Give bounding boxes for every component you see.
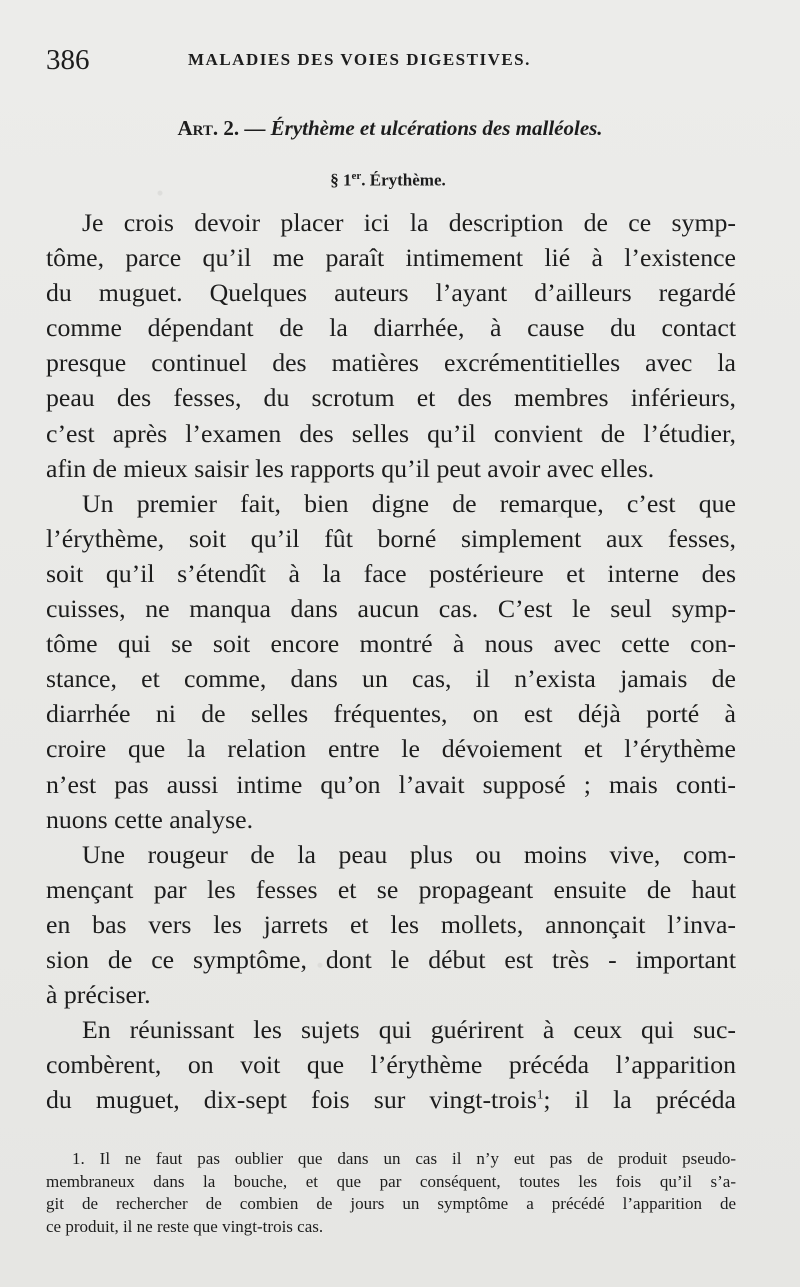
section-title — [0, 170, 776, 191]
text-line: nuons cette analyse. — [46, 804, 254, 834]
footnote-line: ce produit, il ne reste que vingt-trois cas. — [46, 1216, 324, 1236]
text-line: diarrhée ni de selles fréquentes, on est déjà porté à — [46, 699, 736, 729]
text-line: cuisses, ne manqua dans aucun cas. C’est le seul symp- — [46, 594, 736, 624]
text-line: croire que la relation entre le dévoiement et l’érythème — [46, 734, 736, 764]
text-line: à préciser. — [46, 980, 151, 1010]
text-line: mençant par les fesses et se propageant ensuite de haut — [46, 874, 736, 904]
text-line: presque continuel des matières excrémentitielles avec la — [46, 348, 736, 378]
text-line: stance, et comme, dans un cas, il n’exista jamais de — [46, 664, 736, 694]
footnote-line: git de rechercher de combien de jours un symptôme a précédé l’apparition de — [46, 1194, 736, 1213]
section-marker: § 1 — [330, 170, 352, 190]
footnote-line: 1. Il ne faut pas oublier que dans un cas il n’y eut pas de produit pseudo- — [72, 1149, 736, 1168]
text-line: du muguet. Quelques auteurs l’ayant d’ailleurs regardé — [46, 278, 736, 308]
text-line-part: du muguet, dix-sept fois sur vingt-trois — [46, 1085, 537, 1115]
footnote-line: membraneux dans la bouche, et que par conséquent, toutes les fois qu’il s’a- — [46, 1171, 736, 1191]
footnote-reference[interactable]: 1 — [536, 1086, 544, 1102]
text-line: c’est après l’examen des selles qu’il convient de l’étudier, — [46, 418, 736, 448]
article-title — [0, 116, 780, 141]
page-number: 386 — [46, 44, 90, 76]
text-line: afin de mieux saisir les rapports qu’il peut avoir avec elles. — [46, 453, 655, 483]
article-number: Art. 2. — — [177, 116, 271, 140]
page-header — [46, 44, 746, 80]
text-line: En réunissant les sujets qui guérirent à ceux qui suc- — [82, 1015, 736, 1045]
text-line: peau des fesses, du scrotum et des membres inférieurs, — [46, 383, 736, 413]
running-head: MALADIES DES VOIES DIGESTIVES. — [188, 50, 531, 69]
text-line: Je crois devoir placer ici la description de ce symp- — [82, 208, 736, 237]
section-marker-sup: er — [351, 170, 362, 182]
text-line: tôme qui se soit encore montré à nous avec cette con- — [46, 629, 736, 659]
text-line: Une rougeur de la peau plus ou moins vive, com- — [82, 839, 736, 869]
text-line: en bas vers les jarrets et les mollets, annonçait l’inva- — [46, 909, 736, 939]
section-heading: . Érythème. — [361, 170, 446, 190]
text-line: soit qu’il s’étendît à la face postérieure et interne des — [46, 558, 736, 588]
body-text — [46, 205, 736, 1117]
text-line: sion de ce symptôme, dont le début est très - important — [46, 944, 736, 974]
article-heading: Érythème et ulcérations des malléoles. — [270, 116, 603, 140]
text-line: combèrent, on voit que l’érythème précéda l’apparition — [46, 1050, 736, 1080]
text-line: tôme, parce qu’il me paraît intimement lié à l’existence — [46, 243, 736, 273]
text-line: comme dépendant de la diarrhée, à cause du contact — [46, 313, 736, 343]
text-line: l’érythème, soit qu’il fût borné simplement aux fesses, — [46, 523, 736, 553]
text-line-part: ; il la précéda — [543, 1085, 737, 1115]
text-line — [46, 1082, 736, 1117]
footnote — [46, 1148, 736, 1238]
text-line: n’est pas aussi intime qu’on l’avait supposé ; mais conti- — [46, 769, 736, 799]
text-line: Un premier fait, bien digne de remarque, c’est que — [82, 488, 736, 518]
